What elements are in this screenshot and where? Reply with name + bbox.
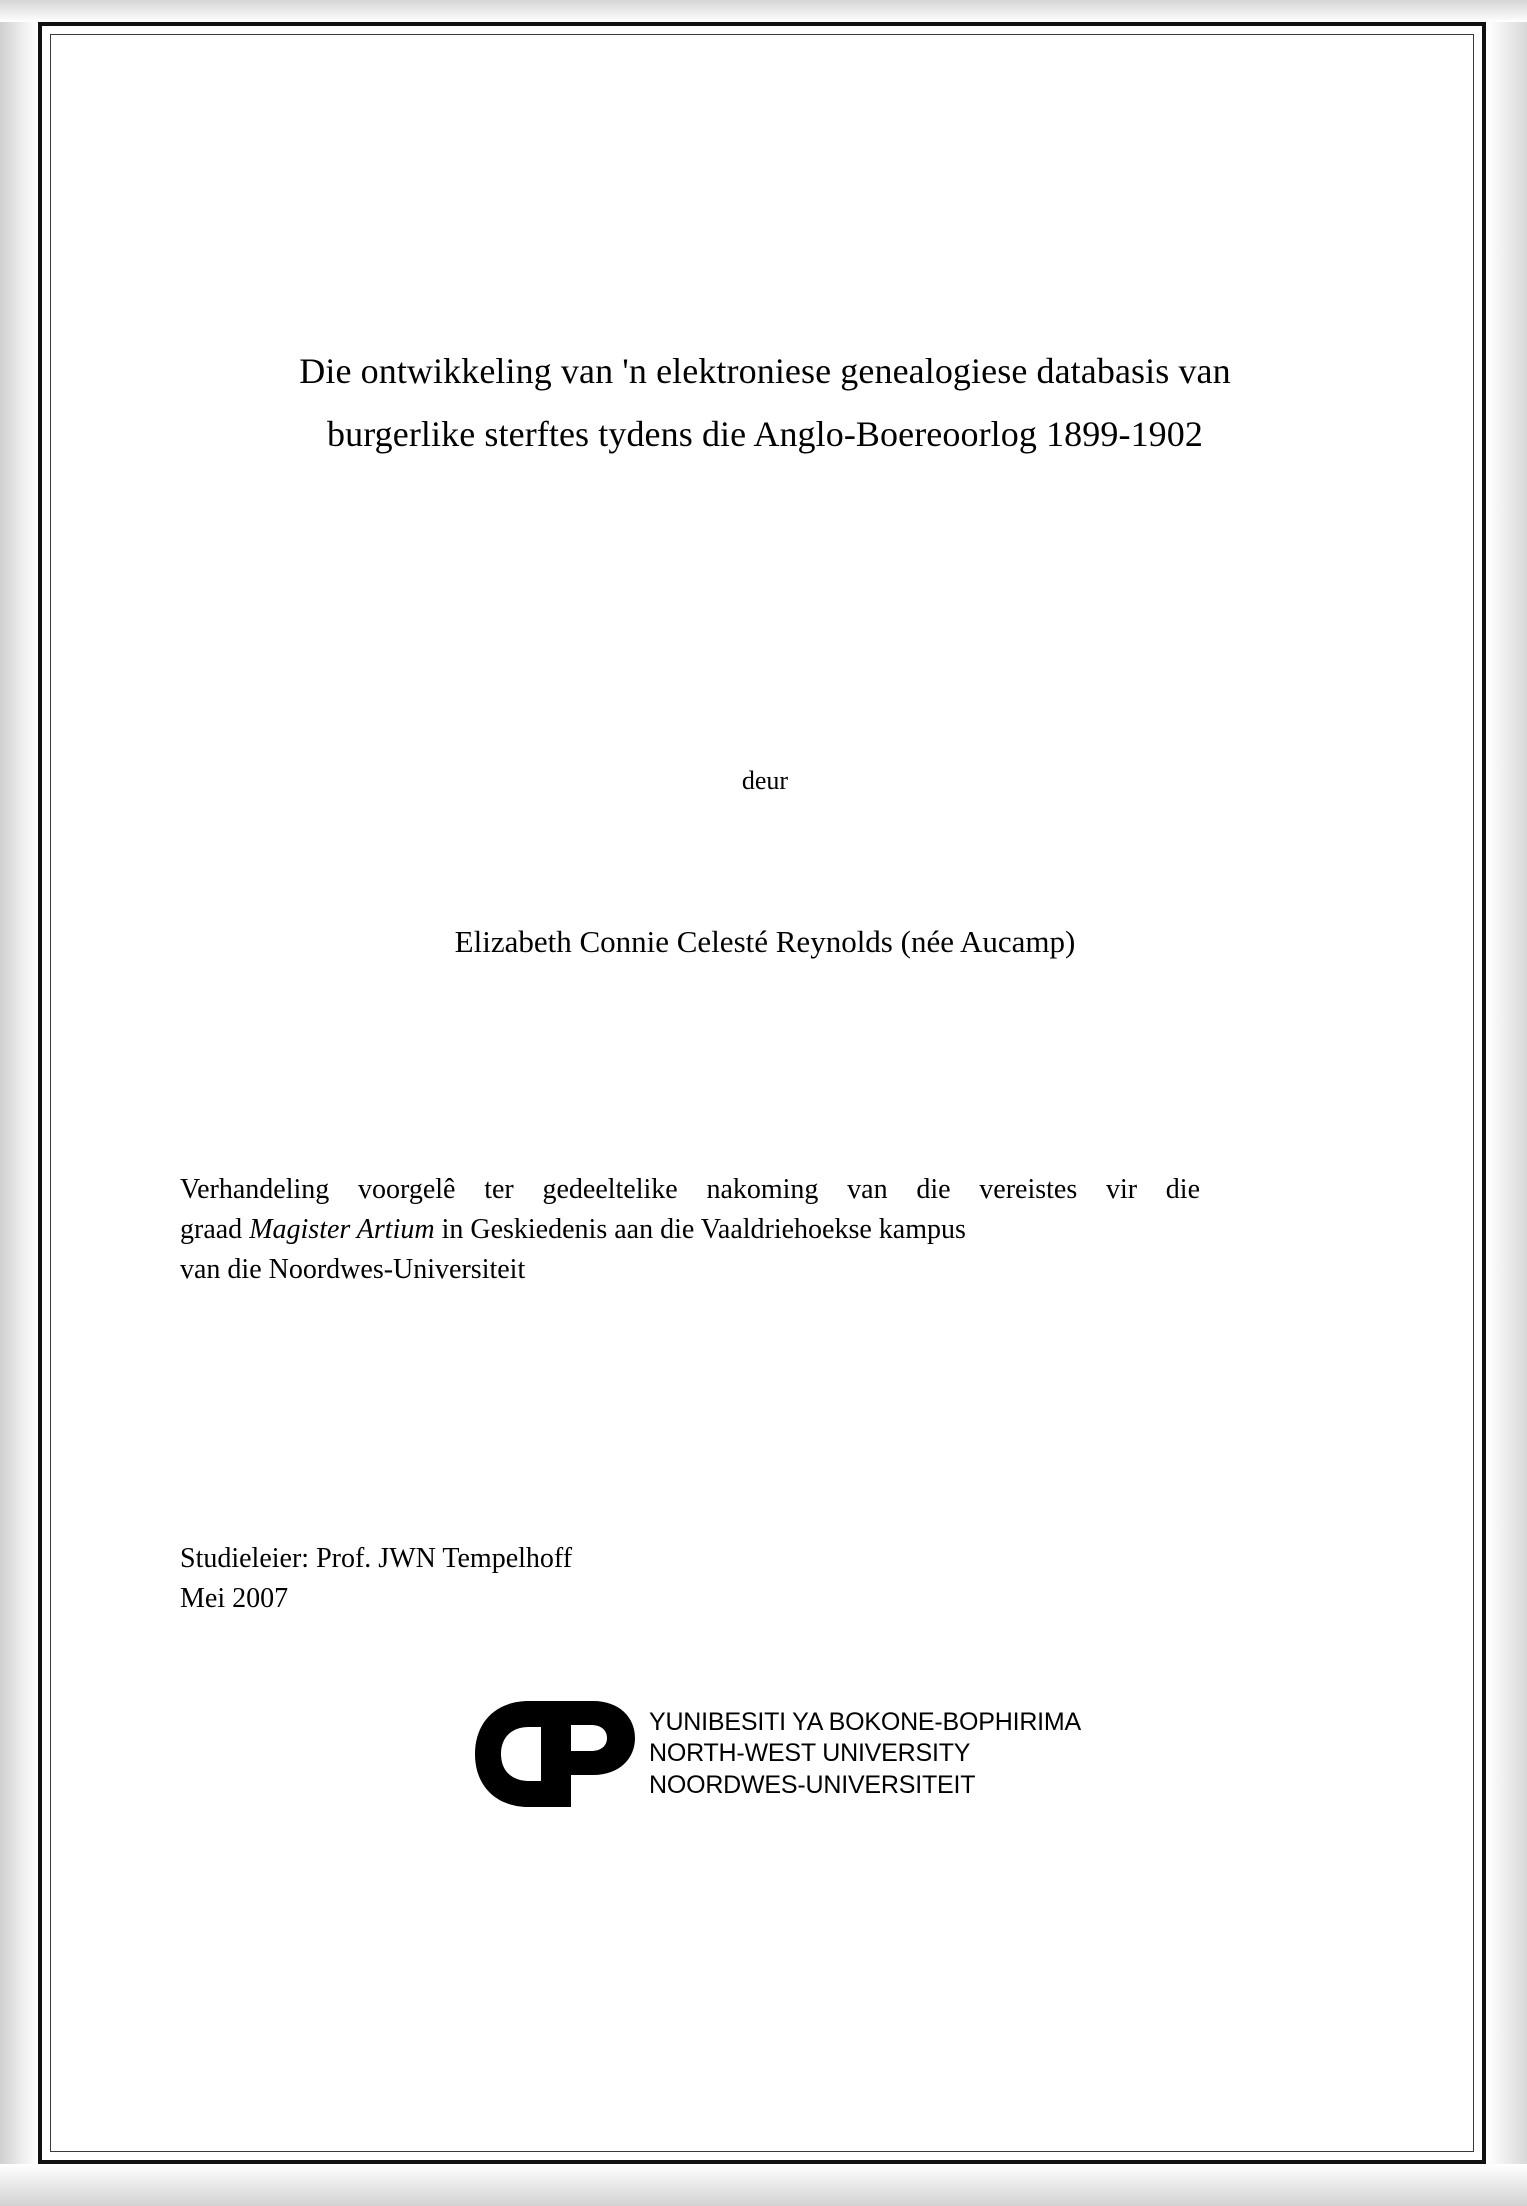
title-line-2: burgerlike sterftes tydens die Anglo-Boereoorlog 1899-1902 — [327, 414, 1203, 454]
page-title — [180, 340, 1350, 466]
degree-statement-line-2-post: in Geskiedenis aan die Vaaldriehoekse kampus — [434, 1213, 966, 1245]
degree-name-italic: Magister Artium — [249, 1213, 435, 1245]
degree-statement — [180, 1170, 1200, 1289]
logo-text-line-1: YUNIBESITI YA BOKONE-BOPHIRIMA — [648, 1707, 1082, 1736]
scan-edge-shadow-top — [0, 0, 1527, 22]
title-page-content — [180, 340, 1350, 1813]
supervisor-line: Studieleier: Prof. JWN Tempelhoff — [180, 1543, 573, 1575]
scan-edge-shadow-bottom — [0, 2164, 1527, 2206]
title-line-1: Die ontwikkeling van 'n elektroniese genealogiese databasis van — [299, 351, 1231, 391]
scan-edge-shadow-left — [0, 0, 38, 2206]
north-west-university-logo-icon — [467, 1695, 643, 1813]
degree-statement-line-1: Verhandeling voorgelê ter gedeeltelike nakoming van die vereistes vir die — [180, 1174, 1200, 1205]
degree-statement-line-2-pre: graad — [180, 1213, 250, 1245]
date-line: Mei 2007 — [180, 1583, 289, 1614]
supervisor-block — [180, 1539, 1350, 1619]
degree-statement-line-3: van die Noordwes-Universiteit — [180, 1253, 526, 1285]
logo-text-line-3: NOORDWES-UNIVERSITEIT — [648, 1770, 976, 1799]
degree-statement-line-2 — [180, 1210, 1200, 1250]
logo-text-line-2: NORTH-WEST UNIVERSITY — [648, 1739, 971, 1767]
scan-edge-shadow-right — [1487, 0, 1527, 2206]
university-logo — [180, 1695, 1350, 1813]
university-logo-text — [649, 1707, 1081, 1802]
by-label: deur — [741, 766, 789, 795]
author-name: Elizabeth Connie Celesté Reynolds (née Aucamp) — [454, 924, 1076, 959]
